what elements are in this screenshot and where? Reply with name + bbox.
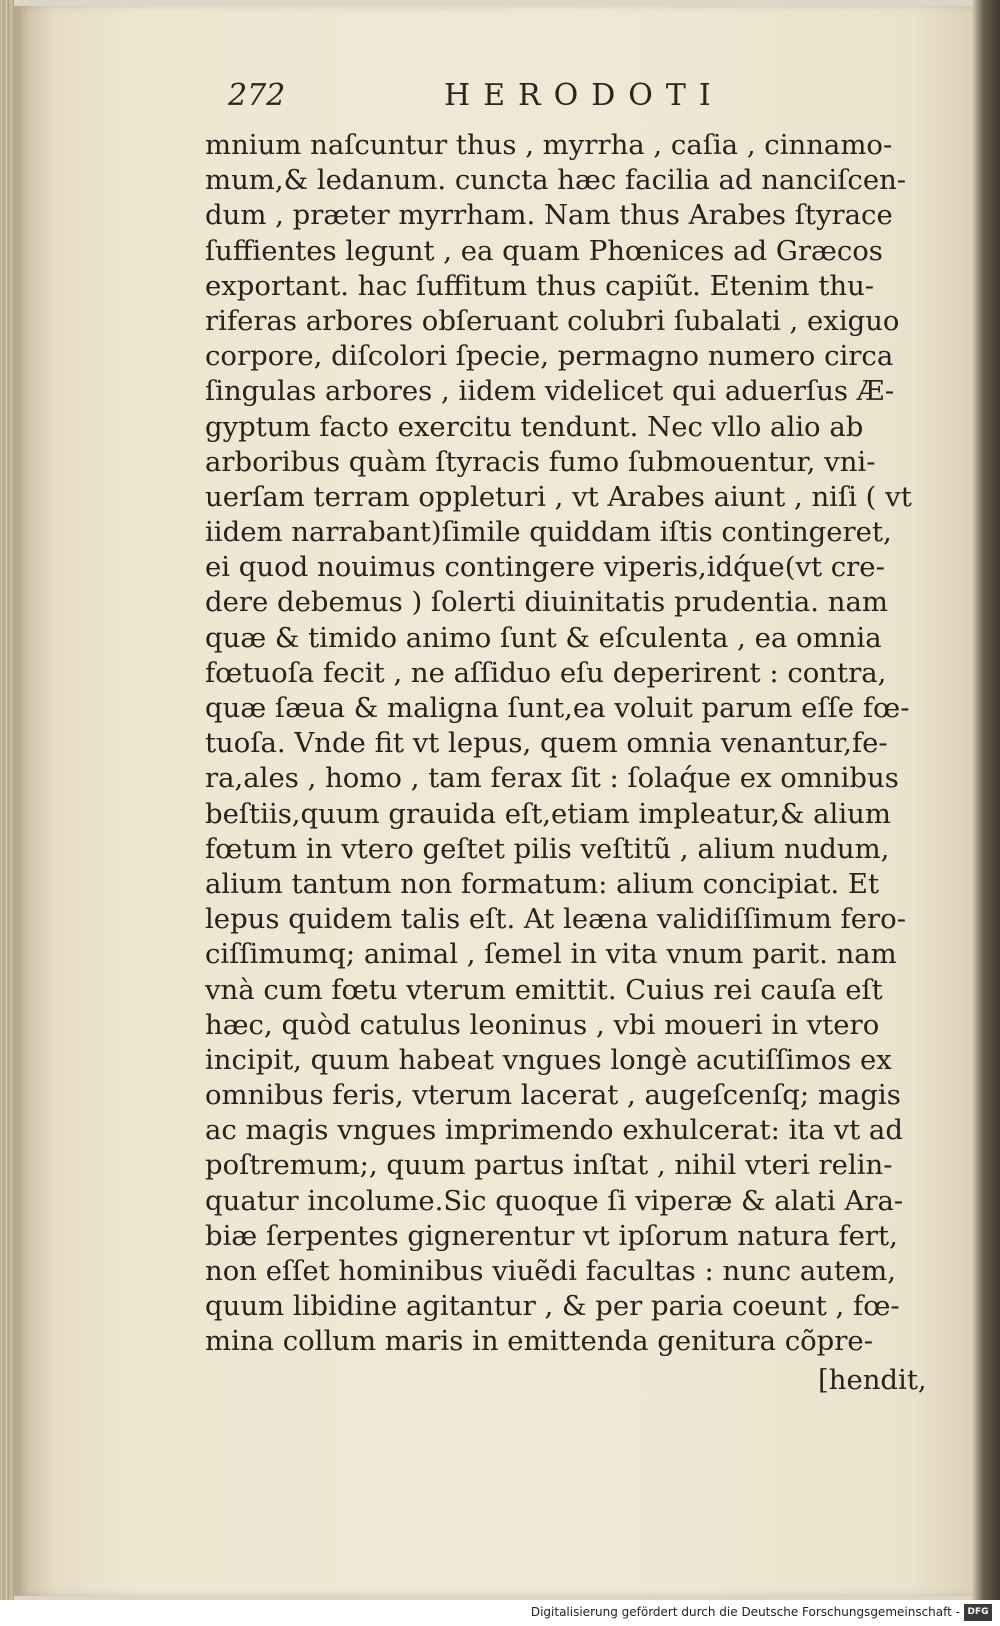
text-line: ra,ales , homo , tam ferax ſit : ſolaq́ue ex omnibus — [205, 762, 899, 795]
text-line: iidem narrabant)ſimile quiddam iſtis contingeret, — [205, 516, 892, 549]
text-line: vnà cum fœtu vterum emittit. Cuius rei cauſa eſt — [205, 973, 883, 1006]
text-line: quæ ſæua & maligna ſunt,ea voluit parum eſſe fœ- — [205, 692, 910, 724]
text-line: exportant. hac ſuffitum thus capiũt. Etenim thu- — [205, 269, 875, 302]
text-line: gyptum facto exercitu tendunt. Nec vllo alio ab — [205, 410, 864, 443]
catchword: [hendit, — [818, 1364, 927, 1396]
text-block — [205, 128, 945, 1360]
text-line: dum , præter myrrham. Nam thus Arabes ſtyrace — [205, 199, 893, 232]
text-line: dere debemus ) ſolerti diuinitatis prudentia. nam — [205, 586, 888, 619]
text-line: arboribus quàm ſtyracis fumo ſubmouentur, vni- — [205, 445, 876, 478]
running-head — [228, 78, 848, 122]
text-line: hæc, quòd catulus leoninus , vbi moueri in vtero — [205, 1008, 880, 1041]
text-line: corpore, diſcolori ſpecie, permagno numero circa — [205, 340, 894, 373]
text-line: uerſam terram oppleturi , vt Arabes aiunt , niſi ( vt — [205, 480, 912, 513]
text-line: quæ & timido animo ſunt & eſculenta , ea omnia — [205, 621, 882, 654]
text-line: ſingulas arbores , iidem videlicet qui aduerſus Æ- — [205, 375, 895, 408]
text-line: lepus quidem talis eſt. At leæna validiſſimum fero- — [205, 903, 906, 936]
text-line: mina collum maris in emittenda genitura cõpre- — [205, 1325, 873, 1358]
text-line: biæ ſerpentes gignerentur vt ipſorum natura fert, — [205, 1219, 898, 1252]
page-edges — [0, 0, 14, 1600]
text-line: mnium naſcuntur thus , myrrha , caſia , cinnamo- — [205, 129, 893, 161]
text-line: non eſſet hominibus viuẽdi facultas : nunc autem, — [205, 1255, 897, 1287]
text-line: ei quod nouimus contingere viperis,idq́ue(vt cre- — [205, 551, 885, 584]
text-line: tuoſa. Vnde fit vt lepus, quem omnia venantur,fe- — [205, 727, 888, 760]
text-line: ciſſimumq; animal , ſemel in vita vnum parit. nam — [205, 938, 897, 971]
text-line: ac magis vngues imprimendo exhulcerat: ita vt ad — [205, 1114, 903, 1147]
dfg-logo: DFG — [964, 1604, 992, 1621]
page-number: 272 — [228, 78, 286, 113]
text-line: riferas arbores obſeruant colubri ſubalati , exiguo — [205, 304, 900, 337]
footer-bar — [0, 1600, 1000, 1626]
text-line: alium tantum non formatum: alium concipiat. Et — [205, 867, 880, 900]
text-line: ſuffientes legunt , ea quam Phœnices ad Græcos — [205, 234, 883, 267]
funding-credit: Digitalisierung gefördert durch die Deutsche Forschungsgemeinschaft - — [530, 1605, 960, 1619]
text-line: poſtremum;, quum partus inſtat , nihil vteri relin- — [205, 1149, 893, 1182]
text-line: quatur incolume.Sic quoque ſi viperæ & alati Ara- — [205, 1184, 904, 1217]
text-line: beſtiis,quum grauida eſt,etiam impleatur,& alium — [205, 797, 891, 830]
binding-shadow — [972, 0, 1000, 1600]
running-title: HERODOTI — [444, 78, 724, 113]
text-line: fœtuoſa fecit , ne aſſiduo eſu deperirent : contra, — [205, 656, 887, 689]
text-line: mum,& ledanum. cuncta hæc facilia ad nanciſcen- — [205, 164, 907, 197]
text-line: quum libidine agitantur , & per paria coeunt , fœ- — [205, 1290, 900, 1323]
text-line: fœtum in vtero geſtet pilis veſtitũ , alium nudum, — [205, 832, 890, 865]
text-line: incipit, quum habeat vngues longè acutiſſimos ex — [205, 1043, 892, 1076]
text-line: omnibus feris, vterum lacerat , augeſcenſq; magis — [205, 1079, 901, 1112]
